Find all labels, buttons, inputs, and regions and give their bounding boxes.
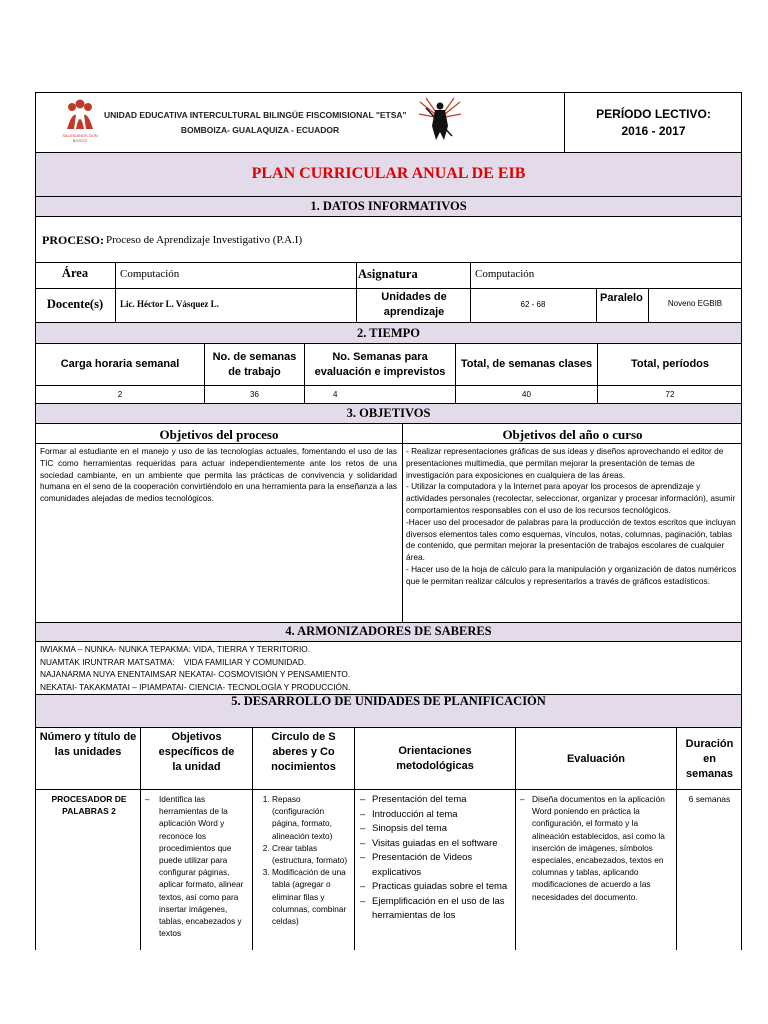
unit-header-saberes: Circulo de Saberes y Conocimientos: [271, 731, 336, 773]
period-value: 2016 - 2017: [621, 124, 686, 138]
asignatura-value: Computación: [475, 268, 535, 280]
unit-header-evaluacion: Evaluación: [566, 752, 626, 765]
objetivo-curso-item: - Realizar representaciones gráficas de sus ideas y diseños aprovechando el editor de presentaciones multimedia, que permitan mejorar la presentación de temas de investigación para exposiciones en cualquiera de las áreas.: [406, 446, 724, 480]
unit-header-titulo: Número y título de las unidades: [39, 731, 137, 758]
unit-saber-item: 3. Modificación de una tabla (agregar o eliminar filas y columnas, combinar celdas): [272, 866, 352, 927]
asignatura-label: Asignatura: [358, 267, 418, 281]
unidades-label: Unidades de aprendizaje: [381, 291, 447, 318]
etsa-warrior-logo: [418, 96, 462, 142]
tiempo-header-total-semanas: Total, de semanas clases: [460, 358, 593, 370]
unit-orientacion-item: – Practicas guiadas sobre el tema: [360, 880, 512, 895]
objetivos-proceso-header: Objetivos del proceso: [159, 427, 279, 442]
armonizadores-list: [40, 643, 730, 693]
unit-header-orientaciones: Orientaciones metodológicas: [396, 745, 474, 772]
unit-evaluacion: [520, 793, 672, 903]
school-name: UNIDAD EDUCATIVA INTERCULTURAL BILINGÜE FISCOMISIONAL "ETSA": [104, 110, 407, 120]
unit-orientaciones: [360, 793, 512, 924]
paralelo-label: Paralelo: [600, 292, 643, 304]
unit-orientacion-item: – Introducción al tema: [360, 808, 512, 823]
unit-title: PROCESADOR DE PALABRAS 2: [51, 794, 127, 816]
unit-orientacion-item: – Presentación del tema: [360, 793, 512, 808]
section4-title: 4. ARMONIZADORES DE SABERES: [285, 624, 492, 638]
unit-saber-item: 1. Repaso (configuración página, formato, alineación texto): [272, 793, 352, 842]
section2-title: 2. TIEMPO: [357, 326, 420, 340]
school-location: BOMBOIZA- GUALAQUIZA - ECUADOR: [180, 125, 340, 135]
paralelo-value: Noveno EGBIB: [667, 299, 723, 308]
section1-title: 1. DATOS INFORMATIVOS: [310, 199, 467, 213]
proceso-value: Proceso de Aprendizaje Investigativo (P.A.I): [106, 234, 303, 246]
tiempo-header-carga: Carga horaria semanal: [60, 358, 180, 370]
unit-objetivos: [145, 793, 250, 939]
objetivos-proceso-text: Formar al estudiante en el manejo y uso de las tecnologías actuales, fomentando el uso de las TIC como herramientas requeridas para actuar independientemente ante los retos de una sociedad cambiante, en un ambiente que permita las prácticas de convivencia y solidaridad humana en el seno de la cooperación convirtiéndolo en una herramienta para la enseñanza a las comunidades alejadas de medios tecnológicos.: [40, 446, 397, 504]
proceso-label: PROCESO:: [42, 233, 105, 247]
armonizador-item: NAJANARMA NUYA ENENTAIMSAR NEKATAI- COSMOVISIÓN Y PENSAMIENTO.: [40, 669, 351, 679]
tiempo-value-total-semanas: 40: [522, 390, 531, 399]
objetivos-curso-list: [406, 446, 738, 588]
tiempo-value-evaluacion: 4: [333, 390, 338, 399]
unit-saber-item: 2. Crear tablas (estructura, formato): [272, 842, 352, 866]
unit-orientacion-item: – Visitas guiadas en el software: [360, 837, 512, 852]
unit-header-objetivos: Objetivos específicos de la unidad: [158, 731, 235, 773]
tiempo-value-carga: 2: [117, 390, 123, 399]
armonizador-item: NUAMTAK IRUNTRAR MATSATMA: VIDA FAMILIAR Y COMUNIDAD.: [40, 656, 307, 667]
unit-saberes: [258, 793, 352, 927]
docente-value: Lic. Héctor L. Vásquez L.: [120, 299, 219, 309]
salesianos-logo: [62, 99, 98, 133]
logo-caption: SALESIANOS DON BOSCO: [62, 133, 98, 143]
tiempo-header-evaluacion: No. Semanas para evaluación e imprevistos: [314, 350, 446, 378]
tiempo-header-total-periodos: Total, períodos: [630, 358, 710, 370]
unit-orientacion-item: – Ejemplificación en el uso de las herramientas de los: [360, 895, 512, 924]
unidades-value: 62 - 68: [520, 300, 546, 309]
section3-title: 3. OBJETIVOS: [346, 406, 431, 420]
unit-evaluacion-item: – Diseña documentos en la aplicación Word poniendo en práctica la configuración, el formato y la alineación establecidos, así como la inserción de imágenes, símbolos especiales, encabezados, textos en columnas y tablas, aplicando modificaciones de acuerdo a las necesidades del documento.: [520, 793, 672, 903]
unit-duracion: 6 semanas: [688, 794, 731, 804]
unit-objetivo-item: – Identifica las herramientas de la aplicación Word y reconoce los procedimientos que puede utilizar para configurar páginas, aplicar formato, alinear textos, así como para insertar imágenes, tablas, encabezados y textos: [145, 793, 250, 939]
area-label: Área: [61, 266, 89, 280]
unit-header-duracion: Duración en semanas: [685, 737, 734, 780]
objetivo-curso-item: - Hacer uso de la hoja de cálculo para la manipulación y organización de datos numéricos que le permitan realizar cálculos y representarlos a través de gráficos estadísticos.: [406, 563, 737, 586]
unit-orientacion-item: – Sinopsis del tema: [360, 822, 512, 837]
section5-title: 5. DESARROLLO DE UNIDADES DE PLANIFICACIÓN: [231, 694, 546, 708]
header-box: [35, 92, 742, 153]
armonizador-item: NEKATAI- TAKAKMATAI – IPIAMPATAI- CIENCIA- TECNOLOGÍA Y PRODUCCIÓN.: [40, 681, 351, 692]
armonizador-item: IWIAKMA – NUNKA- NUNKA TEPAKMA: VIDA, TIERRA Y TERRITORIO.: [40, 644, 311, 654]
objetivos-curso-header: Objetivos del año o curso: [502, 427, 643, 442]
objetivo-curso-item: -Hacer uso del procesador de palabras para la producción de textos escritos que incluyan diversos elementos tales como esquemas, vínculos, notas, columnas, paginación, tablas de contenido, que permitan mejorar la presentación de trabajos escolares de cualquier área.: [406, 516, 736, 563]
tiempo-value-total-periodos: 72: [665, 390, 675, 399]
period-label: PERÍODO LECTIVO:: [596, 107, 711, 121]
objetivo-curso-item: - Utilizar la computadora y la Internet para apoyar los procesos de aprendizaje y actividades personales (recolectar, seleccionar, organizar y procesar información), asumir comportamientos responsables con el uso de los recursos tecnológicos.: [406, 481, 736, 515]
tiempo-value-semanas: 36: [250, 390, 259, 399]
docente-label: Docente(s): [46, 297, 104, 311]
tiempo-header-semanas: No. de semanas de trabajo: [212, 350, 297, 378]
unit-orientacion-item: – Presentación de Videos explicativos: [360, 851, 512, 880]
area-value: Computación: [120, 268, 180, 280]
page-title: PLAN CURRICULAR ANUAL DE EIB: [251, 165, 526, 182]
